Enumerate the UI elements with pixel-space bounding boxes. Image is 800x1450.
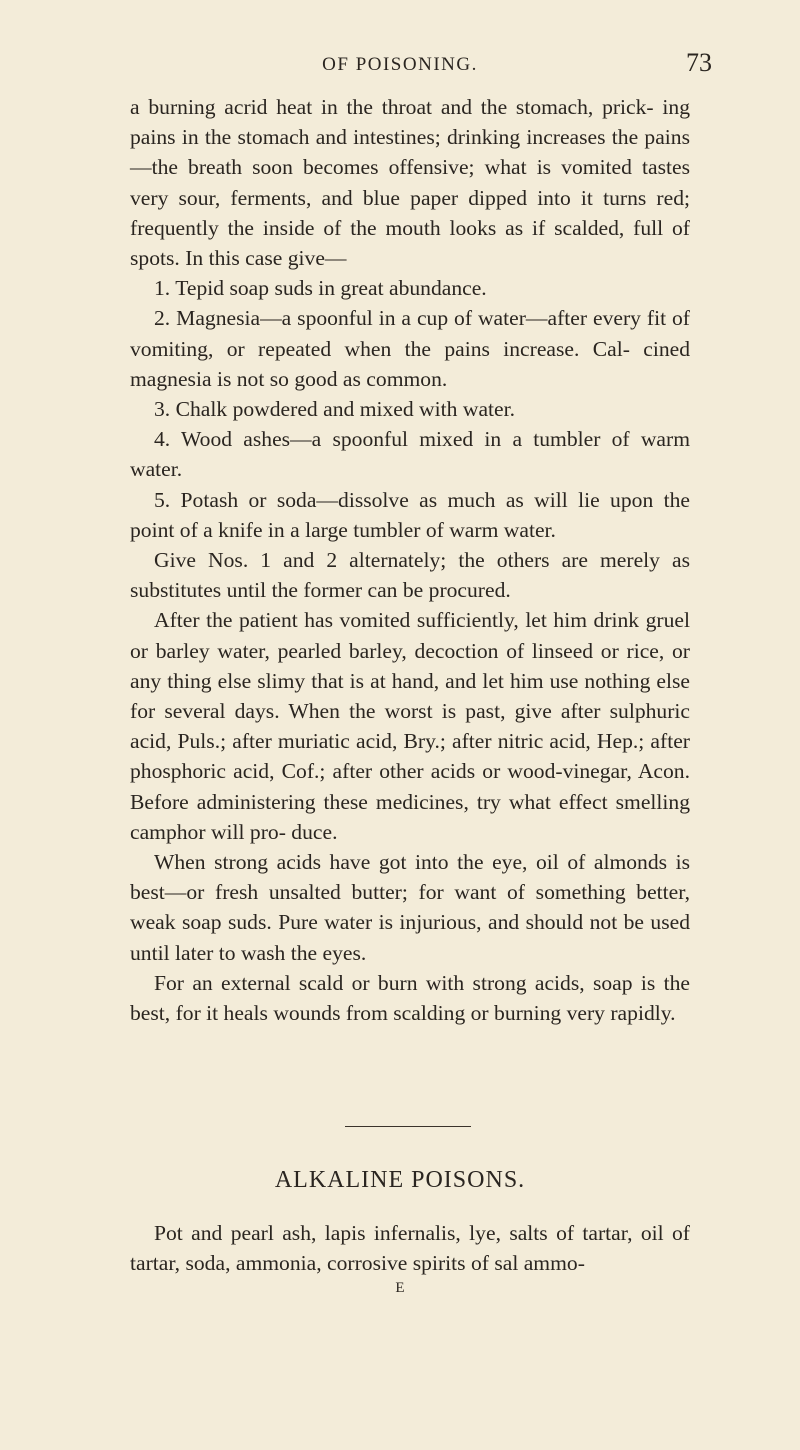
paragraph-symptoms: a burning acrid heat in the throat and the stomach, prick- ing pains in the stomach and intestines; drinking increases the pains—the breath soon becomes offensive; what is vomited tastes very sour, ferments, and blue paper dipped into it turns red; frequently the inside of the mouth looks as if scalded, full of spots. In this case give— — [130, 95, 690, 271]
remedy-item-1: 1. Tepid soap suds in great abundance. — [154, 276, 487, 301]
remedy-item-5: 5. Potash or soda—dissolve as much as will lie upon the point of a knife in a large tumbler of warm water. — [130, 487, 690, 542]
section-divider — [345, 1126, 471, 1127]
section-body — [130, 1218, 690, 1278]
paragraph-alternate: Give Nos. 1 and 2 alternately; the others are merely as substitutes until the former can be procured. — [130, 548, 690, 603]
paragraph-burn: For an external scald or burn with strong acids, soap is the best, for it heals wounds from scalding or burning very rapidly. — [130, 970, 690, 1026]
paragraph-alkaline-list: Pot and pearl ash, lapis infernalis, lye, salts of tartar, oil of tartar, soda, ammonia, corrosive spirits of sal ammo- — [130, 1221, 690, 1276]
running-title: OF POISONING. — [322, 54, 478, 75]
signature-mark: E — [395, 1280, 405, 1296]
page-number: 73 — [686, 48, 712, 77]
remedy-item-3: 3. Chalk powdered and mixed with water. — [154, 397, 516, 422]
paragraph-after-vomiting: After the patient has vomited sufficiently, let him drink gruel or barley water, pearled barley, decoction of linseed or rice, or any thing else slimy that is at hand, and let him use nothing else for several days. When the worst is past, give after sulphuric acid, Puls.; after muriatic acid, Bry.; after nitric acid, Hep.; after phosphoric acid, Cof.; after other acids or wood-vinegar, Acon. Before administering these medicines, try what effect smelling camphor will pro- duce. — [130, 608, 690, 844]
running-head — [0, 48, 800, 82]
section-heading: ALKALINE POISONS. — [274, 1167, 526, 1193]
remedy-item-4: 4. Wood ashes—a spoonful mixed in a tumbler of warm water. — [130, 427, 690, 482]
paragraph-eye: When strong acids have got into the eye, oil of almonds is best—or fresh unsalted butter; for want of something better, weak soap suds. Pure water is injurious, and should not be used until later to wash the eyes. — [130, 850, 690, 965]
body-text — [130, 92, 690, 1028]
remedy-item-2: 2. Magnesia—a spoonful in a cup of water—after every fit of vomiting, or repeated when the pains increase. Cal- cined magnesia is not so good as common. — [130, 306, 690, 391]
